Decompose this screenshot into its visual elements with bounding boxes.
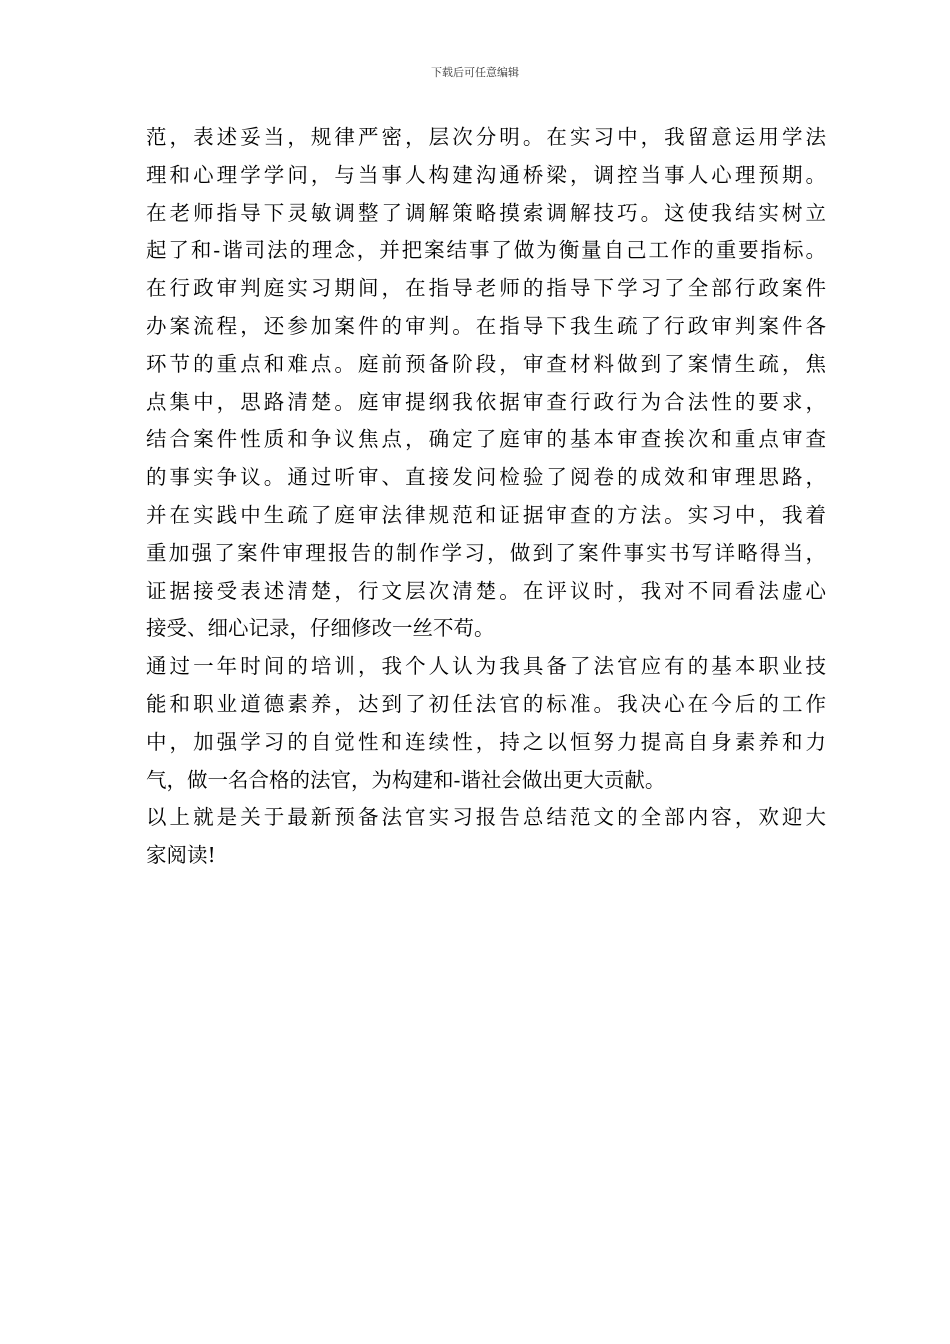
text-line: 办案流程，还参加案件的审判。在指导下我生疏了行政审判案件各: [146, 313, 826, 338]
text-line: 的事实争议。通过听审、直接发问检验了阅卷的成效和审理思路，: [146, 465, 826, 490]
text-line: 家阅读!: [146, 843, 216, 868]
text-line: 证据接受表述清楚，行文层次清楚。在评议时，我对不同看法虚心: [146, 578, 826, 603]
text-line: 接受、细心记录，仔细修改一丝不苟。: [146, 616, 495, 641]
text-line: 通过一年时间的培训，我个人认为我具备了法官应有的基本职业技: [146, 654, 826, 679]
text-line: 中，加强学习的自觉性和连续性，持之以恒努力提高自身素养和力: [146, 729, 826, 754]
text-line: 结合案件性质和争议焦点，确定了庭审的基本审查挨次和重点审查: [146, 427, 826, 452]
text-line: 重加强了案件审理报告的制作学习，做到了案件事实书写详略得当，: [146, 540, 826, 565]
text-line: 能和职业道德素养，达到了初任法官的标准。我决心在今后的工作: [146, 691, 826, 716]
text-line: 范，表述妥当，规律严密，层次分明。在实习中，我留意运用学法: [146, 125, 826, 149]
text-line: 并在实践中生疏了庭审法律规范和证据审查的方法。实习中，我着: [146, 502, 826, 527]
text-line: 起了和-谐司法的理念，并把案结事了做为衡量自己工作的重要指标。: [146, 238, 826, 263]
page-header: 下载后可任意编辑: [431, 66, 519, 79]
document-body: [146, 119, 826, 875]
text-line: 在行政审判庭实习期间，在指导老师的指导下学习了全部行政案件: [146, 276, 826, 301]
text-line: 理和心理学学问，与当事人构建沟通桥梁，调控当事人心理预期。: [146, 162, 826, 187]
text-line: 以上就是关于最新预备法官实习报告总结范文的全部内容，欢迎大: [146, 805, 826, 830]
text-line: 气，做一名合格的法官，为构建和-谐社会做出更大贡献。: [146, 767, 666, 792]
text-line: 在老师指导下灵敏调整了调解策略摸索调解技巧。这使我结实树立: [146, 200, 826, 225]
text-line: 环节的重点和难点。庭前预备阶段，审查材料做到了案情生疏，焦: [146, 351, 826, 376]
text-line: 点集中，思路清楚。庭审提纲我依据审查行政行为合法性的要求，: [146, 389, 826, 414]
